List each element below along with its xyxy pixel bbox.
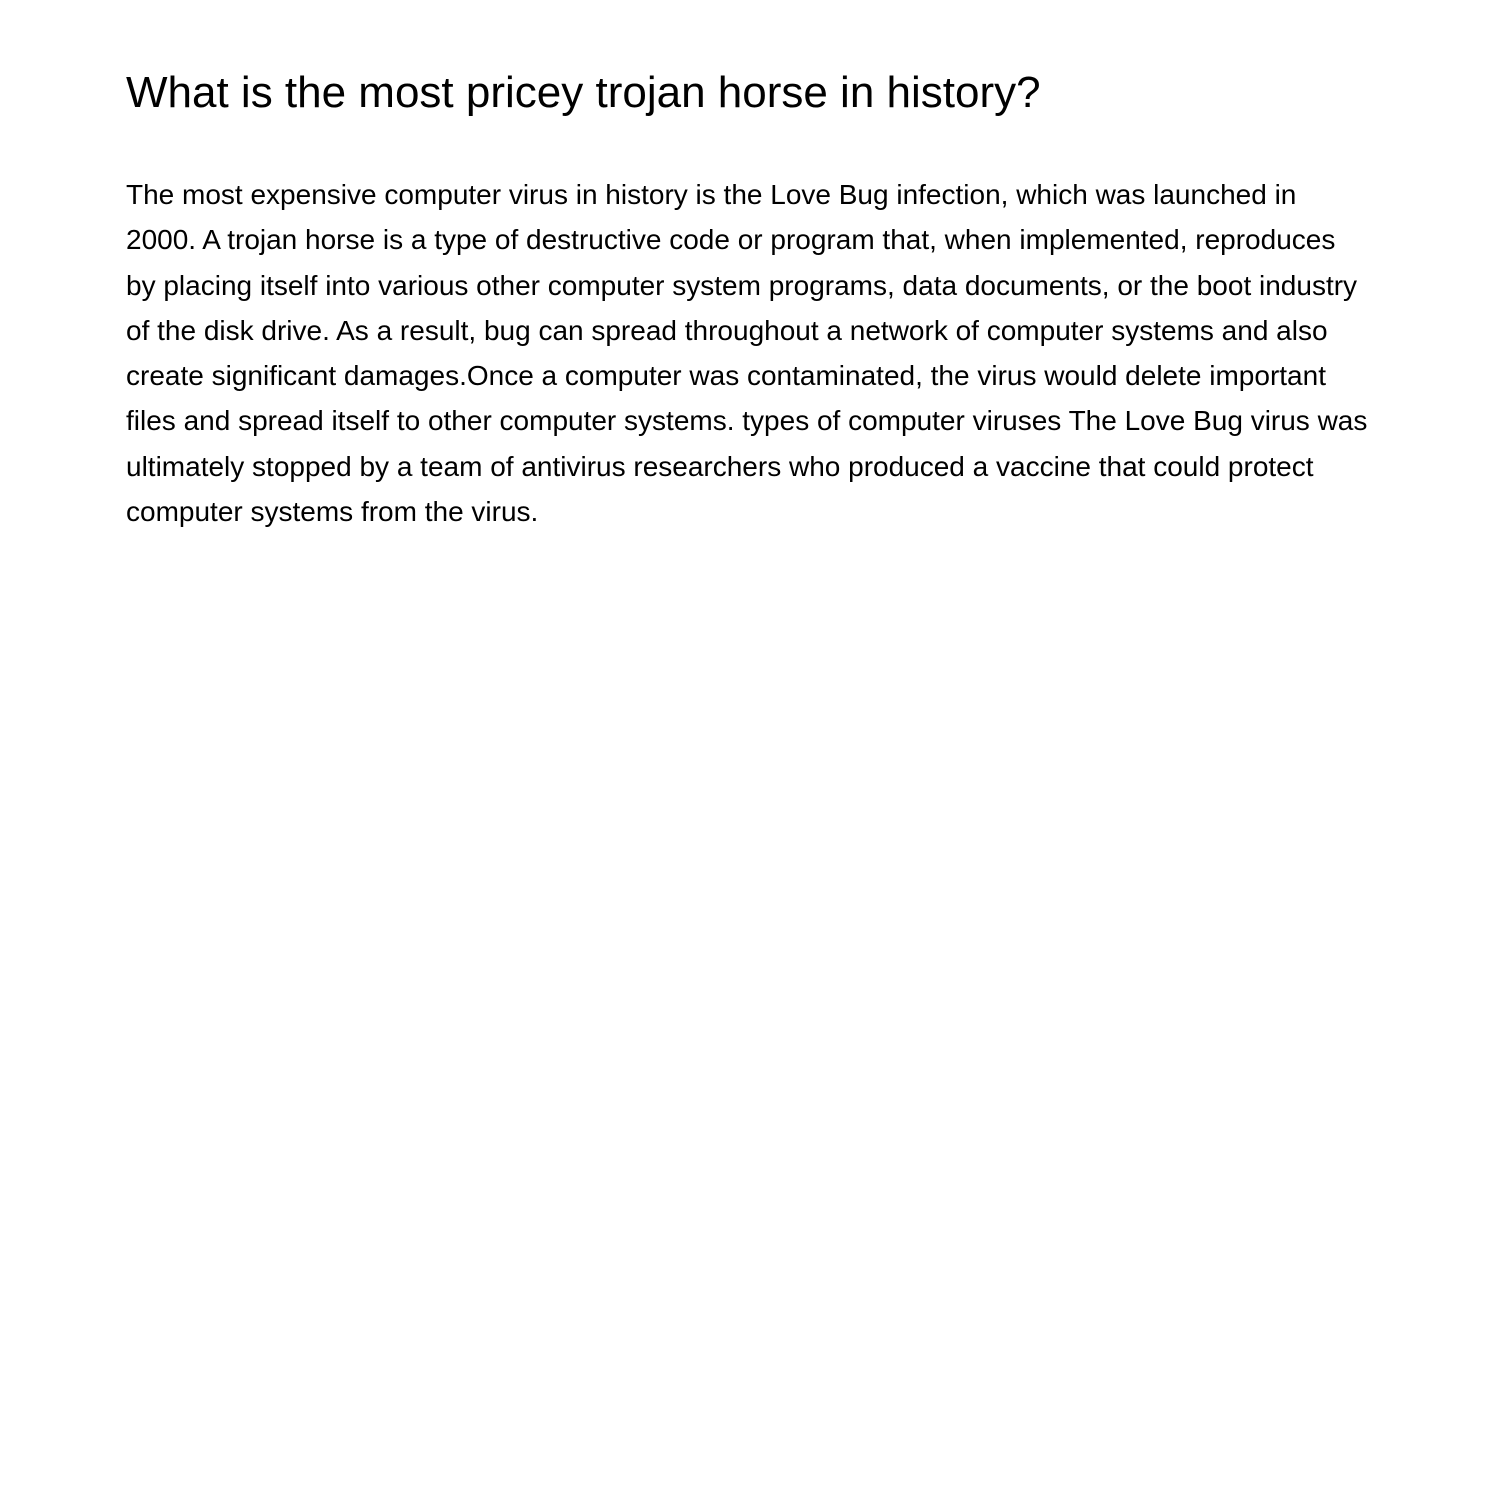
- page-title: What is the most pricey trojan horse in history?: [126, 68, 1041, 117]
- document-page: [126, 66, 1376, 534]
- article-paragraph: The most expensive computer virus in history is the Love Bug infection, which was launched in 2000. A trojan horse is a type of destructive code or program that, when implemented, reproduces by placing itself into various other computer system programs, data documents, or the boot industry of the disk drive. As a result, bug can spread throughout a network of computer systems and also create significant damages.Once a computer was contaminated, the virus would delete important files and spread itself to other computer systems. types of computer viruses The Love Bug virus was ultimately stopped by a team of antivirus researchers who produced a vaccine that could protect computer systems from the virus.: [126, 179, 1368, 528]
